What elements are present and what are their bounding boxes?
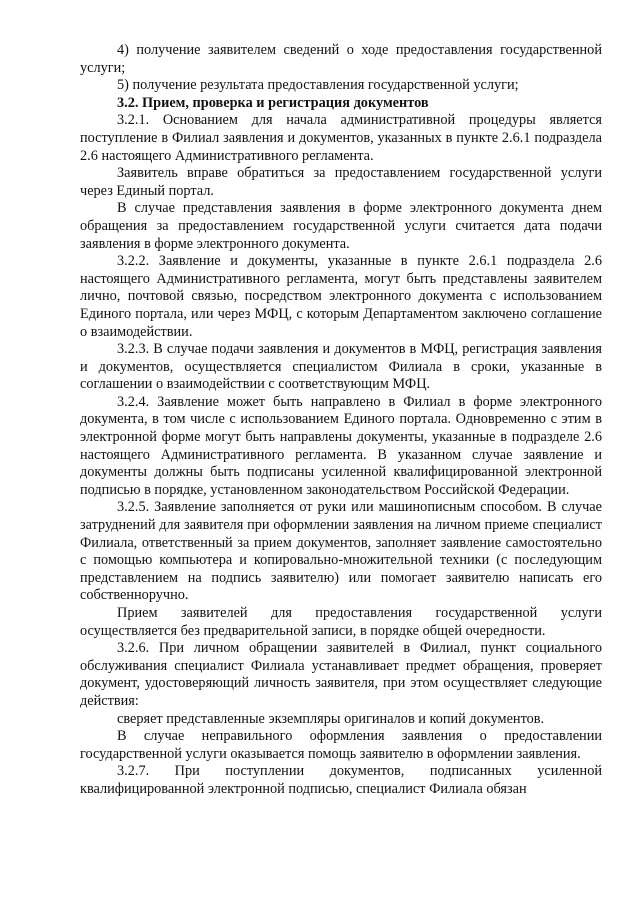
paragraph-portal: Заявитель вправе обратиться за предоставлением государственной услуги через Единый портал.	[80, 165, 602, 199]
paragraph-3-2-5: 3.2.5. Заявление заполняется от руки или машинописным способом. В случае затруднений для заявителя при оформлении заявления на личном приеме специалист Филиала, ответственный за прием документов, заполняет заявление самостоятельно с помощью компьютера и копировально-множительной техники (с последующим представлением на подпись заявителю) или помогает заявителю написать его собственноручно.	[80, 499, 602, 604]
paragraph-reception: Прием заявителей для предоставления государственной услуги осуществляется без предварительной записи, в порядке общей очередности.	[80, 605, 602, 639]
paragraph-assistance: В случае неправильного оформления заявления о предоставлении государственной услуги оказывается помощь заявителю в оформлении заявления.	[80, 728, 602, 762]
paragraph-electronic-date: В случае представления заявления в форме электронного документа днем обращения за предоставлением государственной услуги считается дата подачи заявления в форме электронного документа.	[80, 200, 602, 252]
paragraph-item-4: 4) получение заявителем сведений о ходе предоставления государственной услуги;	[80, 42, 602, 76]
paragraph-3-2-3: 3.2.3. В случае подачи заявления и документов в МФЦ, регистрация заявления и документов, осуществляется специалистом Филиала в сроки, указанные в соглашении о взаимодействии с соответствующим МФЦ.	[80, 341, 602, 393]
paragraph-3-2-6: 3.2.6. При личном обращении заявителей в Филиал, пункт социального обслуживания специалист Филиала устанавливает предмет обращения, проверяет документ, удостоверяющий личность заявителя, при этом осуществляет следующие действия:	[80, 640, 602, 709]
section-heading-3-2: 3.2. Прием, проверка и регистрация документов	[117, 94, 429, 111]
paragraph-3-2-7: 3.2.7. При поступлении документов, подписанных усиленной квалифицированной электронной подписью, специалист Филиала обязан	[80, 763, 602, 797]
paragraph-verify-copies: сверяет представленные экземпляры оригиналов и копий документов.	[117, 710, 545, 727]
paragraph-3-2-1: 3.2.1. Основанием для начала административной процедуры является поступление в Филиал заявления и документов, указанных в пункте 2.6.1 подраздела 2.6 настоящего Административного регламента.	[80, 112, 602, 164]
paragraph-3-2-2: 3.2.2. Заявление и документы, указанные в пункте 2.6.1 подраздела 2.6 настоящего Административного регламента, могут быть представлены заявителем лично, почтовой связью, посредством электронного документа с использованием Единого портала, или через МФЦ, с которым Департаментом заключено соглашение о взаимодействии.	[80, 253, 602, 340]
paragraph-3-2-4: 3.2.4. Заявление может быть направлено в Филиал в форме электронного документа, в том числе с использованием Единого портала. Одновременно с этим в электронной форме могут быть направлены документы, указанные в подразделе 2.6 настоящего Административного регламента. В указанном случае заявление и документы должны быть подписаны усиленной квалифицированной электронной подписью в порядке, установленном законодательством Российской Федерации.	[80, 393, 602, 498]
paragraph-item-5: 5) получение результата предоставления государственной услуги;	[117, 77, 519, 94]
